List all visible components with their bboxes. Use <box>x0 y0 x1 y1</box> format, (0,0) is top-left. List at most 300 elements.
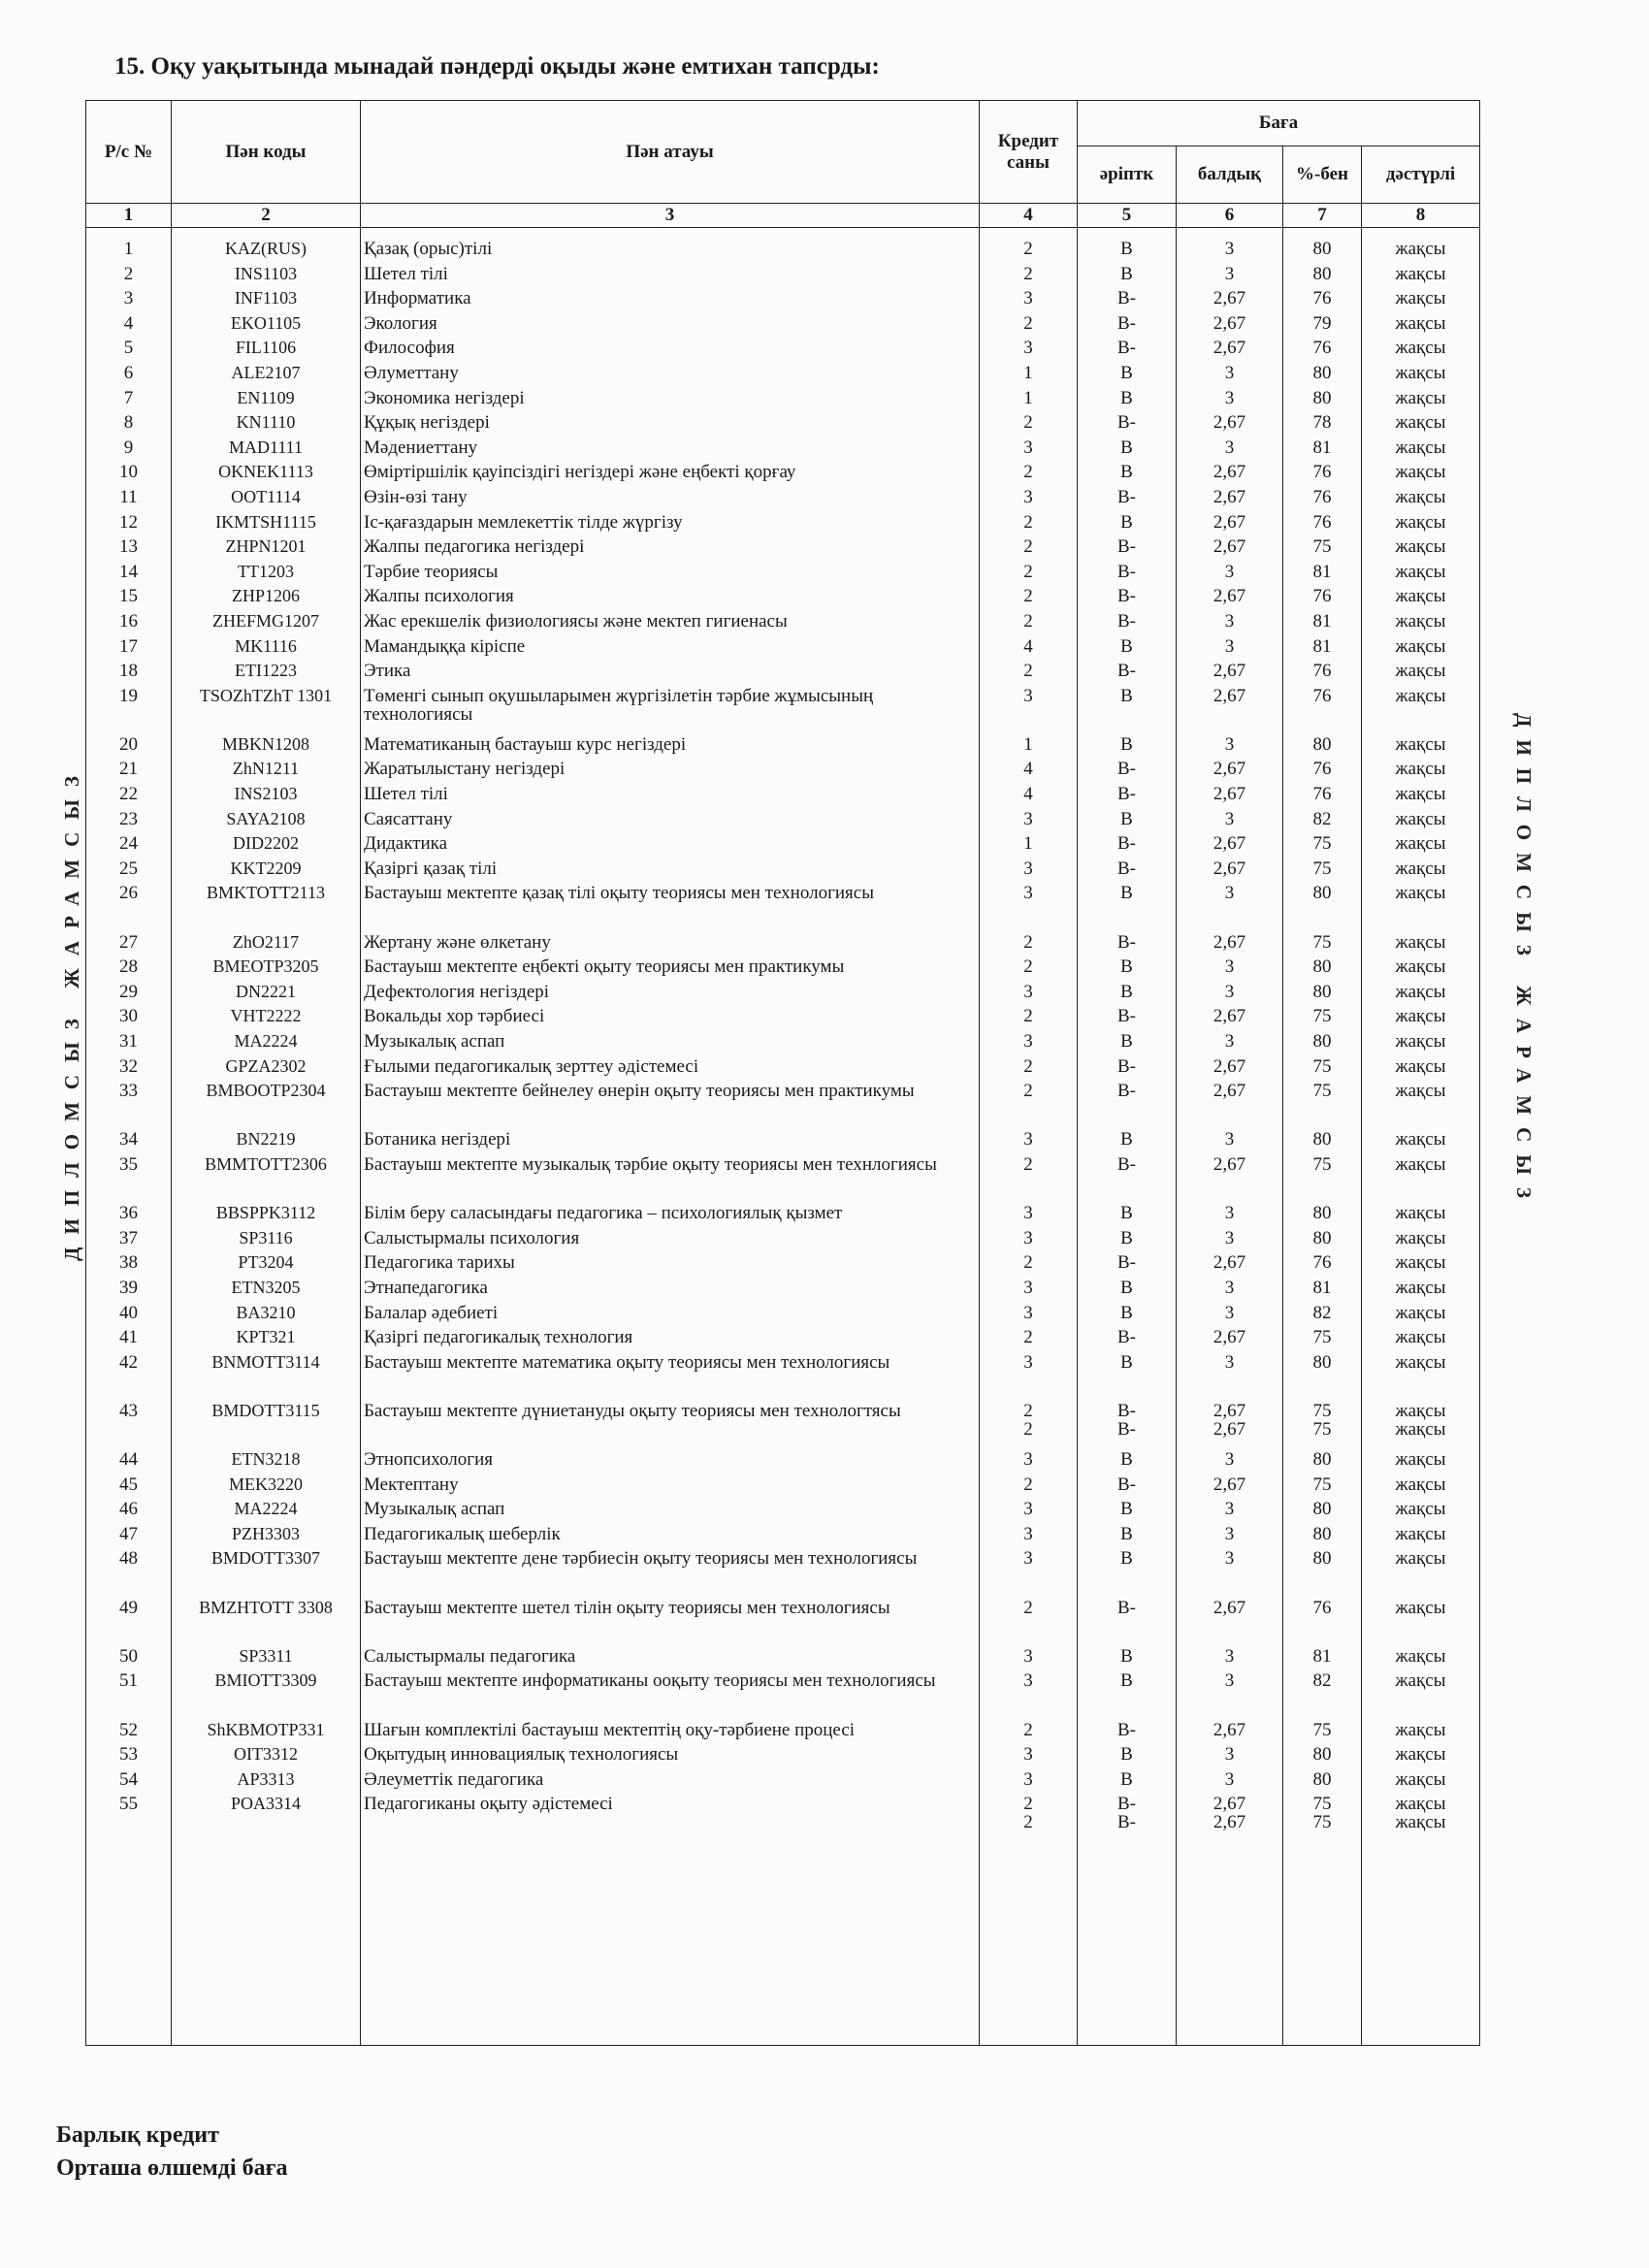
row-number <box>86 637 172 663</box>
table-row <box>86 983 1480 1008</box>
traditional-grade-text: жақсы <box>1395 536 1446 558</box>
table-row <box>86 1475 1480 1501</box>
point-grade-text: 3 <box>1224 1351 1235 1373</box>
credit-count-text: 2 <box>1023 1794 1033 1815</box>
row-number-text: 38 <box>119 1252 138 1274</box>
point-grade-text: 3 <box>1224 733 1235 755</box>
subject-code-text: MA2224 <box>234 1031 298 1051</box>
point-grade <box>1177 364 1283 389</box>
credit-count-text: 3 <box>1023 1129 1033 1150</box>
subject-code-text: MEK3220 <box>229 1474 303 1494</box>
letter-grade-text: B- <box>1117 1597 1136 1618</box>
subject-code <box>172 1525 361 1550</box>
subject-name <box>361 785 980 810</box>
point-grade <box>1177 810 1283 835</box>
subject-name-text: Өміртіршілік қауіпсіздігі негіздері және еңбекті қорғау <box>364 462 796 483</box>
percent-grade-text: 81 <box>1312 635 1332 657</box>
table-row <box>86 1229 1480 1254</box>
point-grade <box>1177 1328 1283 1353</box>
subject-code-text: ShKBMOTP331 <box>207 1719 325 1739</box>
percent-grade-text: 81 <box>1312 610 1332 632</box>
row-number <box>86 1450 172 1475</box>
letter-grade <box>1078 1032 1177 1057</box>
subject-name-text: Мамандыққа кіріспе <box>364 635 526 657</box>
traditional-grade-text: жақсы <box>1395 1203 1446 1224</box>
point-grade-text: 2,67 <box>1212 1327 1246 1348</box>
subject-code <box>172 537 361 563</box>
point-grade-text: 2,67 <box>1212 1400 1246 1421</box>
subject-name <box>361 1402 980 1450</box>
row-number <box>86 1647 172 1672</box>
percent-grade <box>1283 1082 1362 1130</box>
subject-name <box>361 513 980 538</box>
credit-count-text: 1 <box>1023 833 1033 855</box>
point-grade-text: 2,67 <box>1212 288 1246 309</box>
subject-code-text: ETN3205 <box>231 1277 301 1297</box>
percent-grade <box>1283 1721 1362 1746</box>
credit-count <box>980 687 1078 735</box>
letter-grade <box>1078 488 1177 513</box>
credit-count <box>980 1130 1078 1155</box>
subject-name-text: Әлуметтану <box>364 362 459 383</box>
subject-name <box>361 1475 980 1501</box>
letter-grade <box>1078 537 1177 563</box>
subject-name <box>361 933 980 958</box>
letter-grade <box>1078 463 1177 488</box>
point-grade <box>1177 240 1283 265</box>
header-code: Пән коды <box>172 101 361 204</box>
traditional-grade-text: жақсы <box>1395 635 1446 657</box>
row-number-text: 9 <box>123 437 134 458</box>
point-grade-text: 3 <box>1224 981 1235 1002</box>
percent-grade-text: 76 <box>1312 511 1332 533</box>
credit-count-text: 2 <box>1023 1597 1033 1618</box>
row-number-text: 12 <box>119 511 138 533</box>
letter-grade-text: B <box>1120 1227 1133 1248</box>
point-grade <box>1177 1353 1283 1402</box>
percent-grade <box>1283 1204 1362 1229</box>
letter-grade-text: B- <box>1117 858 1136 879</box>
subject-code <box>172 1204 361 1229</box>
credit-count-text: 2 <box>1023 610 1033 632</box>
point-grade <box>1177 1795 1283 1831</box>
traditional-grade <box>1362 612 1480 637</box>
row-number <box>86 240 172 265</box>
subject-code <box>172 735 361 761</box>
subject-name-text: Бастауыш мектепте музыкалық тәрбие оқыту теориясы мен технлогиясы <box>364 1153 937 1175</box>
subject-name <box>361 1353 980 1402</box>
point-grade-text: 3 <box>1224 1449 1235 1471</box>
traditional-grade <box>1362 933 1480 958</box>
credit-count <box>980 1671 1078 1720</box>
letter-grade <box>1078 1353 1177 1402</box>
percent-grade <box>1283 1770 1362 1796</box>
percent-grade <box>1283 687 1362 735</box>
traditional-grade-text: жақсы <box>1395 1031 1446 1052</box>
subject-code <box>172 1304 361 1329</box>
traditional-grade-text: жақсы <box>1395 561 1446 582</box>
table-row <box>86 1770 1480 1796</box>
table-row <box>86 1130 1480 1155</box>
credit-count-text: 3 <box>1023 1031 1033 1052</box>
subject-name-text: Оқытудың инновациялық технологиясы <box>364 1744 679 1766</box>
row-number <box>86 1229 172 1254</box>
letter-grade-text: B <box>1120 1302 1133 1323</box>
credit-count-text: 2 <box>1023 312 1033 334</box>
percent-grade-text: 76 <box>1312 338 1332 359</box>
credit-count-text: 3 <box>1023 437 1033 458</box>
percent-grade-text: 75 <box>1312 858 1332 879</box>
subject-code-text: VHT2222 <box>230 1006 302 1026</box>
table-row <box>86 785 1480 810</box>
subject-code-text: ZHP1206 <box>231 586 300 606</box>
credit-count <box>980 240 1078 265</box>
table-row <box>86 933 1480 958</box>
weighted-average-label: Орташа өлшемді баға <box>56 2155 288 2181</box>
point-grade-extra-text: 2,67 <box>1212 1812 1246 1833</box>
point-grade-text: 3 <box>1224 1031 1235 1052</box>
traditional-grade-text: жақсы <box>1395 759 1446 780</box>
subject-name-text: Тәрбие теориясы <box>364 561 499 582</box>
row-number <box>86 1770 172 1796</box>
table-empty-space <box>86 1831 1480 2046</box>
traditional-grade <box>1362 1204 1480 1229</box>
subject-code-text: AP3313 <box>237 1768 295 1789</box>
subject-name <box>361 1721 980 1746</box>
row-number <box>86 1549 172 1598</box>
point-grade-text: 3 <box>1224 263 1235 284</box>
row-number-text: 44 <box>119 1449 138 1471</box>
subject-name <box>361 760 980 785</box>
letter-grade-text: B- <box>1117 1327 1136 1348</box>
letter-grade-text: B- <box>1117 1055 1136 1077</box>
percent-grade-text: 81 <box>1312 1645 1332 1667</box>
percent-grade <box>1283 612 1362 637</box>
row-number <box>86 1155 172 1204</box>
letter-grade-text: B <box>1120 635 1133 657</box>
letter-grade-text: B- <box>1117 759 1136 780</box>
subject-code-text: BMBOOTP2304 <box>206 1081 326 1101</box>
letter-grade-text: B <box>1120 808 1133 829</box>
subject-name-text: Экология <box>364 312 437 334</box>
header-letter: әріптк <box>1078 146 1177 204</box>
row-number-text: 17 <box>119 635 138 657</box>
point-grade <box>1177 314 1283 340</box>
subject-code <box>172 1770 361 1796</box>
letter-grade-text: B <box>1120 437 1133 458</box>
percent-grade <box>1283 1304 1362 1329</box>
traditional-grade <box>1362 1007 1480 1032</box>
percent-grade <box>1283 637 1362 663</box>
row-number <box>86 1500 172 1525</box>
subject-code-text: BBSPPK3112 <box>215 1203 316 1223</box>
traditional-grade-text: жақсы <box>1395 1006 1446 1027</box>
letter-grade-text: B- <box>1117 610 1136 632</box>
row-number-text: 30 <box>119 1006 138 1027</box>
point-grade-extra-text: 2,67 <box>1212 1418 1246 1440</box>
point-grade <box>1177 1402 1283 1450</box>
row-number-text: 15 <box>119 586 138 607</box>
table-row <box>86 1671 1480 1720</box>
table-row <box>86 1155 1480 1204</box>
traditional-grade <box>1362 1402 1480 1450</box>
letter-grade-text: B <box>1120 387 1133 408</box>
credit-count <box>980 957 1078 983</box>
point-grade-text: 3 <box>1224 1548 1235 1570</box>
credit-count <box>980 1599 1078 1647</box>
letter-grade-text: B- <box>1117 784 1136 805</box>
percent-grade <box>1283 1155 1362 1204</box>
table-row <box>86 339 1480 364</box>
subject-code-text: OKNEK1113 <box>218 462 313 482</box>
percent-grade <box>1283 1253 1362 1279</box>
table-row <box>86 1328 1480 1353</box>
row-number-text: 20 <box>119 733 138 755</box>
percent-grade <box>1283 1402 1362 1450</box>
subject-code-text: DID2202 <box>233 833 299 854</box>
percent-grade-text: 75 <box>1312 1400 1332 1421</box>
point-grade <box>1177 587 1283 612</box>
credit-count-extra-text: 2 <box>1023 1418 1033 1440</box>
traditional-grade-text: жақсы <box>1395 312 1446 334</box>
subject-name-text: Философия <box>364 338 455 359</box>
header-credit: Кредит саны <box>980 101 1078 204</box>
point-grade-text: 3 <box>1224 1302 1235 1323</box>
subject-name-text: Шағын комплектілі бастауыш мектептің оқу-тәрбиене процесі <box>364 1719 856 1740</box>
credit-count-text: 3 <box>1023 1227 1033 1248</box>
credit-count-text: 3 <box>1023 1277 1033 1298</box>
col-number: 2 <box>172 204 361 228</box>
row-number-text: 40 <box>119 1302 138 1323</box>
subject-name-text: Құқық негіздері <box>364 412 490 434</box>
point-grade-text: 2,67 <box>1212 1081 1246 1102</box>
subject-code <box>172 364 361 389</box>
subject-name <box>361 1007 980 1032</box>
subject-name-text: Қазіргі қазақ тілі <box>364 858 498 879</box>
point-grade <box>1177 662 1283 687</box>
credit-count <box>980 513 1078 538</box>
credit-count-text: 2 <box>1023 511 1033 533</box>
subject-name-text: Салыстырмалы педагогика <box>364 1645 576 1667</box>
percent-grade-text: 80 <box>1312 1351 1332 1373</box>
percent-grade-text: 76 <box>1312 586 1332 607</box>
traditional-grade <box>1362 413 1480 438</box>
credit-count <box>980 1082 1078 1130</box>
credit-count <box>980 1450 1078 1475</box>
subject-name <box>361 240 980 265</box>
percent-grade <box>1283 859 1362 885</box>
percent-grade <box>1283 1032 1362 1057</box>
subject-code-text: BNMOTT3114 <box>211 1351 320 1372</box>
percent-grade <box>1283 1671 1362 1720</box>
subject-name-text: Білім беру саласындағы педагогика – психологиялық қызмет <box>364 1203 843 1224</box>
traditional-grade <box>1362 563 1480 588</box>
percent-grade <box>1283 1647 1362 1672</box>
row-number-text: 55 <box>119 1794 138 1815</box>
traditional-grade <box>1362 1304 1480 1329</box>
subject-name-text: Экономика негіздері <box>364 387 525 408</box>
percent-grade <box>1283 463 1362 488</box>
subject-code-text: MA2224 <box>234 1499 298 1519</box>
letter-grade <box>1078 1304 1177 1329</box>
credit-count-text: 2 <box>1023 1006 1033 1027</box>
subject-code <box>172 1647 361 1672</box>
subject-code-text: ETI1223 <box>235 661 297 681</box>
traditional-grade <box>1362 587 1480 612</box>
row-number <box>86 810 172 835</box>
percent-grade-text: 75 <box>1312 1719 1332 1740</box>
subject-code <box>172 1057 361 1083</box>
point-grade-text: 3 <box>1224 1670 1235 1692</box>
row-number-text: 54 <box>119 1768 138 1790</box>
row-number <box>86 933 172 958</box>
letter-grade-text: B <box>1120 1449 1133 1471</box>
letter-grade <box>1078 933 1177 958</box>
table-row <box>86 957 1480 983</box>
letter-grade-text: B <box>1120 1670 1133 1692</box>
subject-name-text: Бастауыш мектепте математика оқыту теориясы мен технологиясы <box>364 1351 890 1373</box>
percent-grade-text: 82 <box>1312 1302 1332 1323</box>
percent-grade-text: 75 <box>1312 931 1332 953</box>
letter-grade <box>1078 364 1177 389</box>
subject-code-text: KN1110 <box>236 412 296 433</box>
traditional-grade <box>1362 637 1480 663</box>
row-number-text: 25 <box>119 858 138 879</box>
row-number-text: 7 <box>123 387 134 408</box>
subject-code-text: TT1203 <box>238 561 294 581</box>
percent-grade-text: 75 <box>1312 1055 1332 1077</box>
subject-name-text: Бастауыш мектепте қазақ тілі оқыту теориясы мен технологиясы <box>364 883 874 904</box>
traditional-grade-text: жақсы <box>1395 1252 1446 1274</box>
percent-grade <box>1283 957 1362 983</box>
row-number <box>86 587 172 612</box>
point-grade <box>1177 637 1283 663</box>
traditional-grade <box>1362 1525 1480 1550</box>
table-row <box>86 1745 1480 1770</box>
subject-name-text: Қазақ (орыс)тілі <box>364 239 493 259</box>
letter-grade-text: B <box>1120 462 1133 483</box>
credit-count-text: 3 <box>1023 288 1033 309</box>
traditional-grade <box>1362 983 1480 1008</box>
percent-grade <box>1283 933 1362 958</box>
credit-count <box>980 834 1078 859</box>
credit-count-text: 2 <box>1023 1400 1033 1421</box>
point-grade <box>1177 1155 1283 1204</box>
table-row <box>86 637 1480 663</box>
letter-grade <box>1078 1057 1177 1083</box>
letter-grade <box>1078 339 1177 364</box>
point-grade-text: 3 <box>1224 808 1235 829</box>
point-grade-text: 2,67 <box>1212 685 1246 706</box>
row-number <box>86 1279 172 1304</box>
point-grade-text: 2,67 <box>1212 1055 1246 1077</box>
letter-grade-text: B- <box>1117 931 1136 953</box>
letter-grade-text: B- <box>1117 1153 1136 1175</box>
row-number <box>86 339 172 364</box>
subject-code <box>172 488 361 513</box>
point-grade <box>1177 1450 1283 1475</box>
percent-grade-text: 76 <box>1312 1597 1332 1618</box>
row-number-text: 42 <box>119 1351 138 1373</box>
credit-count-text: 2 <box>1023 263 1033 284</box>
percent-grade-text: 76 <box>1312 1252 1332 1274</box>
point-grade-text: 2,67 <box>1212 412 1246 434</box>
traditional-grade <box>1362 687 1480 735</box>
col-number: 4 <box>980 204 1078 228</box>
traditional-grade <box>1362 1475 1480 1501</box>
subject-code-text: KPT321 <box>236 1327 296 1347</box>
table-row <box>86 1007 1480 1032</box>
row-number-text: 32 <box>119 1055 138 1077</box>
traditional-grade-text: жақсы <box>1395 661 1446 682</box>
subject-code-text: IKMTSH1115 <box>215 511 316 532</box>
subject-code-text: BMKTOTT2113 <box>206 883 325 903</box>
table-row <box>86 1450 1480 1475</box>
percent-grade <box>1283 810 1362 835</box>
percent-grade-text: 80 <box>1312 1744 1332 1766</box>
subject-code-text: INS1103 <box>234 263 298 283</box>
traditional-grade <box>1362 389 1480 414</box>
row-number-text: 6 <box>123 362 134 383</box>
row-number-text: 26 <box>119 883 138 904</box>
credit-count-text: 4 <box>1023 759 1033 780</box>
row-number <box>86 735 172 761</box>
percent-grade <box>1283 488 1362 513</box>
subject-code-text: GPZA2302 <box>225 1055 307 1076</box>
row-number <box>86 1353 172 1402</box>
credit-count-text: 3 <box>1023 338 1033 359</box>
table-row <box>86 1353 1480 1402</box>
percent-grade <box>1283 785 1362 810</box>
point-grade <box>1177 1007 1283 1032</box>
traditional-grade <box>1362 339 1480 364</box>
letter-grade-text: B <box>1120 956 1133 978</box>
table-row <box>86 265 1480 290</box>
credit-count <box>980 488 1078 513</box>
letter-grade-text: B- <box>1117 288 1136 309</box>
credit-count-text: 3 <box>1023 1768 1033 1790</box>
row-number-text: 36 <box>119 1203 138 1224</box>
subject-code <box>172 884 361 932</box>
subject-name-text: Бастауыш мектепте информатиканы ооқыту теориясы мен технологиясы <box>364 1670 936 1692</box>
subject-code <box>172 1402 361 1450</box>
subject-name-text: Іс-қағаздарын мемлекеттік тілде жүргізу <box>364 511 683 533</box>
traditional-grade-text: жақсы <box>1395 1227 1446 1248</box>
subject-name-text: Жас ерекшелік физиологиясы және мектеп гигиенасы <box>364 610 788 632</box>
letter-grade <box>1078 1450 1177 1475</box>
subject-name-text: Математиканың бастауыш курс негіздері <box>364 733 687 755</box>
traditional-grade-text: жақсы <box>1395 1055 1446 1077</box>
letter-grade-text: B- <box>1117 312 1136 334</box>
table-row <box>86 1082 1480 1130</box>
letter-grade <box>1078 1402 1177 1450</box>
row-number <box>86 785 172 810</box>
subject-name <box>361 983 980 1008</box>
point-grade-text: 2,67 <box>1212 759 1246 780</box>
traditional-grade <box>1362 859 1480 885</box>
percent-grade-text: 80 <box>1312 1031 1332 1052</box>
percent-grade <box>1283 1007 1362 1032</box>
subject-code-text: PZH3303 <box>231 1523 300 1543</box>
subject-name-text: Балалар әдебиеті <box>364 1302 499 1323</box>
subject-name <box>361 339 980 364</box>
point-grade <box>1177 289 1283 314</box>
letter-grade-text: B <box>1120 511 1133 533</box>
letter-grade-text: B <box>1120 1203 1133 1224</box>
subject-code-text: EKO1105 <box>230 312 302 333</box>
point-grade <box>1177 537 1283 563</box>
credit-count-text: 3 <box>1023 1645 1033 1667</box>
